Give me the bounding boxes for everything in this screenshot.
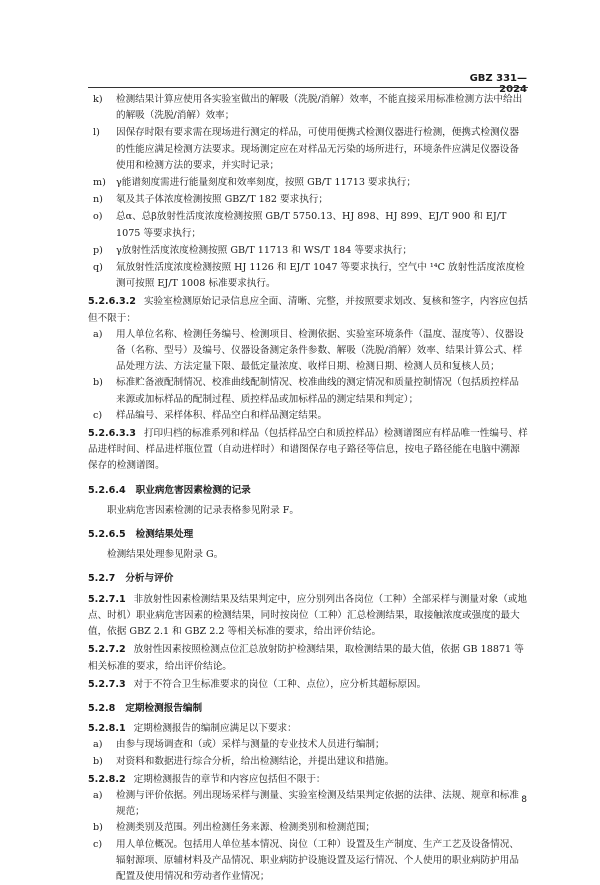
list-text: γ能谱刻度需进行能量刻度和效率刻度，按照 GB/T 11713 要求执行；	[116, 177, 416, 189]
list-marker: m)	[93, 177, 106, 189]
heading-5-2-6-5	[88, 527, 528, 543]
list-k-to-q	[88, 92, 528, 292]
list-marker: q)	[93, 262, 103, 274]
clause-5-2-7-1	[88, 592, 528, 641]
page-body	[88, 92, 528, 885]
clause-5-2-6-3-2	[88, 294, 528, 326]
clause-text: 定期检测报告的章节和内容应包括但不限于：	[133, 773, 326, 785]
list-text: γ放射性活度浓度检测按照 GB/T 11713 和 WS/T 184 等要求执行；	[116, 244, 412, 256]
heading-title: 分析与评价	[125, 573, 174, 585]
heading-5-2-8	[88, 701, 528, 717]
clause-5-2-6-3-3	[88, 426, 528, 475]
clause-number: 5.2.6.3.3	[88, 428, 136, 440]
heading-number: 5.2.8	[88, 702, 116, 714]
list-item	[88, 175, 528, 191]
page-number: 8	[521, 795, 527, 805]
list-marker: l)	[93, 127, 100, 139]
paragraph: 职业病危害因素检测的记录表格参见附录 F。	[107, 504, 299, 516]
paragraph: 检测结果处理参见附录 G。	[107, 549, 224, 561]
document-code: GBZ 331—2024	[469, 73, 527, 95]
list-item	[88, 754, 528, 770]
list-marker: p)	[93, 244, 103, 256]
list-item	[88, 243, 528, 259]
list-marker: a)	[93, 789, 103, 801]
list-marker: c)	[93, 409, 103, 421]
heading-number: 5.2.6.4	[88, 484, 126, 496]
heading-number: 5.2.6.5	[88, 529, 126, 541]
list-marker: o)	[93, 211, 103, 223]
list-marker: c)	[93, 838, 103, 850]
list-text: 总α、总β放射性活度浓度检测按照 GB/T 5750.13、HJ 898、HJ 899、EJ/T 900 和 EJ/T 1075 等要求执行；	[116, 211, 507, 239]
clause-5-2-8-2	[88, 772, 528, 788]
clause-text: 实验室检测原始记录信息应全面、清晰、完整，并按照要求划改、复核和签字，内容应包括但不限于：	[88, 296, 528, 324]
heading-title: 职业病危害因素检测的记录	[135, 484, 251, 496]
clause-number: 5.2.7.3	[88, 678, 126, 690]
clause-text: 放射性因素按照检测点位汇总放射防护检测结果，取检测结果的最大值，依据 GB 18871 等相关标准的要求，给出评价结论。	[88, 644, 524, 672]
clause-text: 定期检测报告的编制应满足以下要求：	[133, 723, 297, 735]
list-marker: n)	[93, 194, 103, 206]
list-item	[88, 820, 528, 836]
list-item	[88, 92, 528, 124]
heading-title: 检测结果处理	[135, 529, 194, 541]
list-marker: a)	[93, 739, 103, 751]
list-item	[88, 737, 528, 753]
heading-5-2-7	[88, 571, 528, 587]
clause-number: 5.2.7.2	[88, 644, 126, 656]
list-text: 氡及其子体浓度检测按照 GBZ/T 182 要求执行；	[116, 194, 328, 206]
list-marker: b)	[93, 822, 103, 834]
list-text: 用人单位概况。包括用人单位基本情况、岗位（工种）设置及生产制度、生产工艺及设备情况、辐射源项、原辅材料及产品情况、职业病防护设施设置及运行情况、个人使用的职业病防护用品配置及使用情况和劳动者作业情况；	[116, 838, 519, 882]
heading-title: 定期检测报告编制	[125, 702, 203, 714]
clause-5-2-8-1	[88, 721, 528, 737]
list-text: 对资料和数据进行综合分析，给出检测结论，并提出建议和措施。	[116, 755, 395, 767]
list-marker: k)	[93, 94, 103, 105]
list-marker: a)	[93, 328, 103, 340]
list-text: 标准贮备液配制情况、校准曲线配制情况、校准曲线的测定情况和质量控制情况（包括质控样品来源或加标样品的配制过程、质控样品或加标样品的测定结果和判定）；	[116, 377, 519, 405]
clause-number: 5.2.8.1	[88, 723, 126, 735]
clause-text: 对于不符合卫生标准要求的岗位（工种、点位），应分析其超标原因。	[133, 678, 427, 690]
clause-number: 5.2.8.2	[88, 773, 126, 785]
clause-5-2-7-2	[88, 642, 528, 674]
list-item	[88, 375, 528, 407]
clause-text: 非放射性因素检测结果及结果判定中，应分别列出各岗位（工种）全部采样与测量对象（或地点、时机）职业病危害因素的检测结果，同时按岗位（工种）汇总检测结果，取接触浓度或强度的最大值，依据 GBZ 2.1 和 GBZ 2.2 等相关标准的要求，给出评价结论。	[88, 593, 527, 638]
clause-text: 打印归档的标准系列和样品（包括样品空白和质控样品）检测谱图应有样品唯一性编号、样品进样时间、样品进样瓶位置（自动进样时）和谱图保存电子路径等信息，按电子路径能在电脑中溯源保存的检测谱图。	[88, 428, 528, 472]
heading-5-2-6-4	[88, 483, 528, 499]
list-marker: b)	[93, 377, 103, 389]
list-text: 检测与评价依据。列出现场采样与测量、实验室检测及结果判定依据的法律、法规、规章和标准规范；	[116, 789, 519, 818]
clause-5-2-7-3	[88, 677, 528, 693]
list-text: 用人单位名称、检测任务编号、检测项目、检测依据、实验室环境条件（温度、湿度等）、仪器设备（名称、型号）及编号、仪器设备测定条件参数、解吸（洗脱/消解）效率、结果计算公式、样品处理方法、方法定量下限、最低定量浓度、收样日期、检测日期、检测人员和复核人员；	[116, 328, 524, 373]
list-item	[88, 837, 528, 885]
list-marker: b)	[93, 755, 103, 767]
list-text: 因保存时限有要求需在现场进行测定的样品，可使用便携式检测仪器进行检测，便携式检测仪器的性能应满足检测方法要求。现场测定应在对样品无污染的场所进行，环境条件应满足仪器设备使用和检测方法的要求，并实时记录；	[116, 127, 519, 171]
list-text: 检测类别及范围。列出检测任务来源、检测类别和检测范围；	[116, 822, 376, 834]
list-item	[88, 788, 528, 820]
list-text: 氚放射性活度浓度检测按照 HJ 1126 和 EJ/T 1047 等要求执行，空气中 ¹⁴C 放射性活度浓度检测可按照 EJ/T 1008 标准要求执行。	[116, 262, 525, 290]
clause-number: 5.2.7.1	[88, 593, 126, 605]
list-text: 样品编号、采样体积、样品空白和样品测定结果。	[116, 409, 328, 421]
list-text: 由参与现场调查和（或）采样与测量的专业技术人员进行编制；	[116, 739, 385, 751]
list-item	[88, 209, 528, 241]
list-item	[88, 408, 528, 424]
list-item	[88, 260, 528, 292]
header-rule	[88, 87, 528, 88]
list-item	[88, 192, 528, 208]
list-text: 检测结果计算应使用各实验室做出的解吸（洗脱/消解）效率，不能直接采用标准检测方法中给出的解吸（洗脱/消解）效率；	[116, 94, 523, 122]
list-item	[88, 125, 528, 174]
clause-number: 5.2.6.3.2	[88, 296, 136, 308]
heading-number: 5.2.7	[88, 573, 116, 585]
list-item	[88, 327, 528, 376]
